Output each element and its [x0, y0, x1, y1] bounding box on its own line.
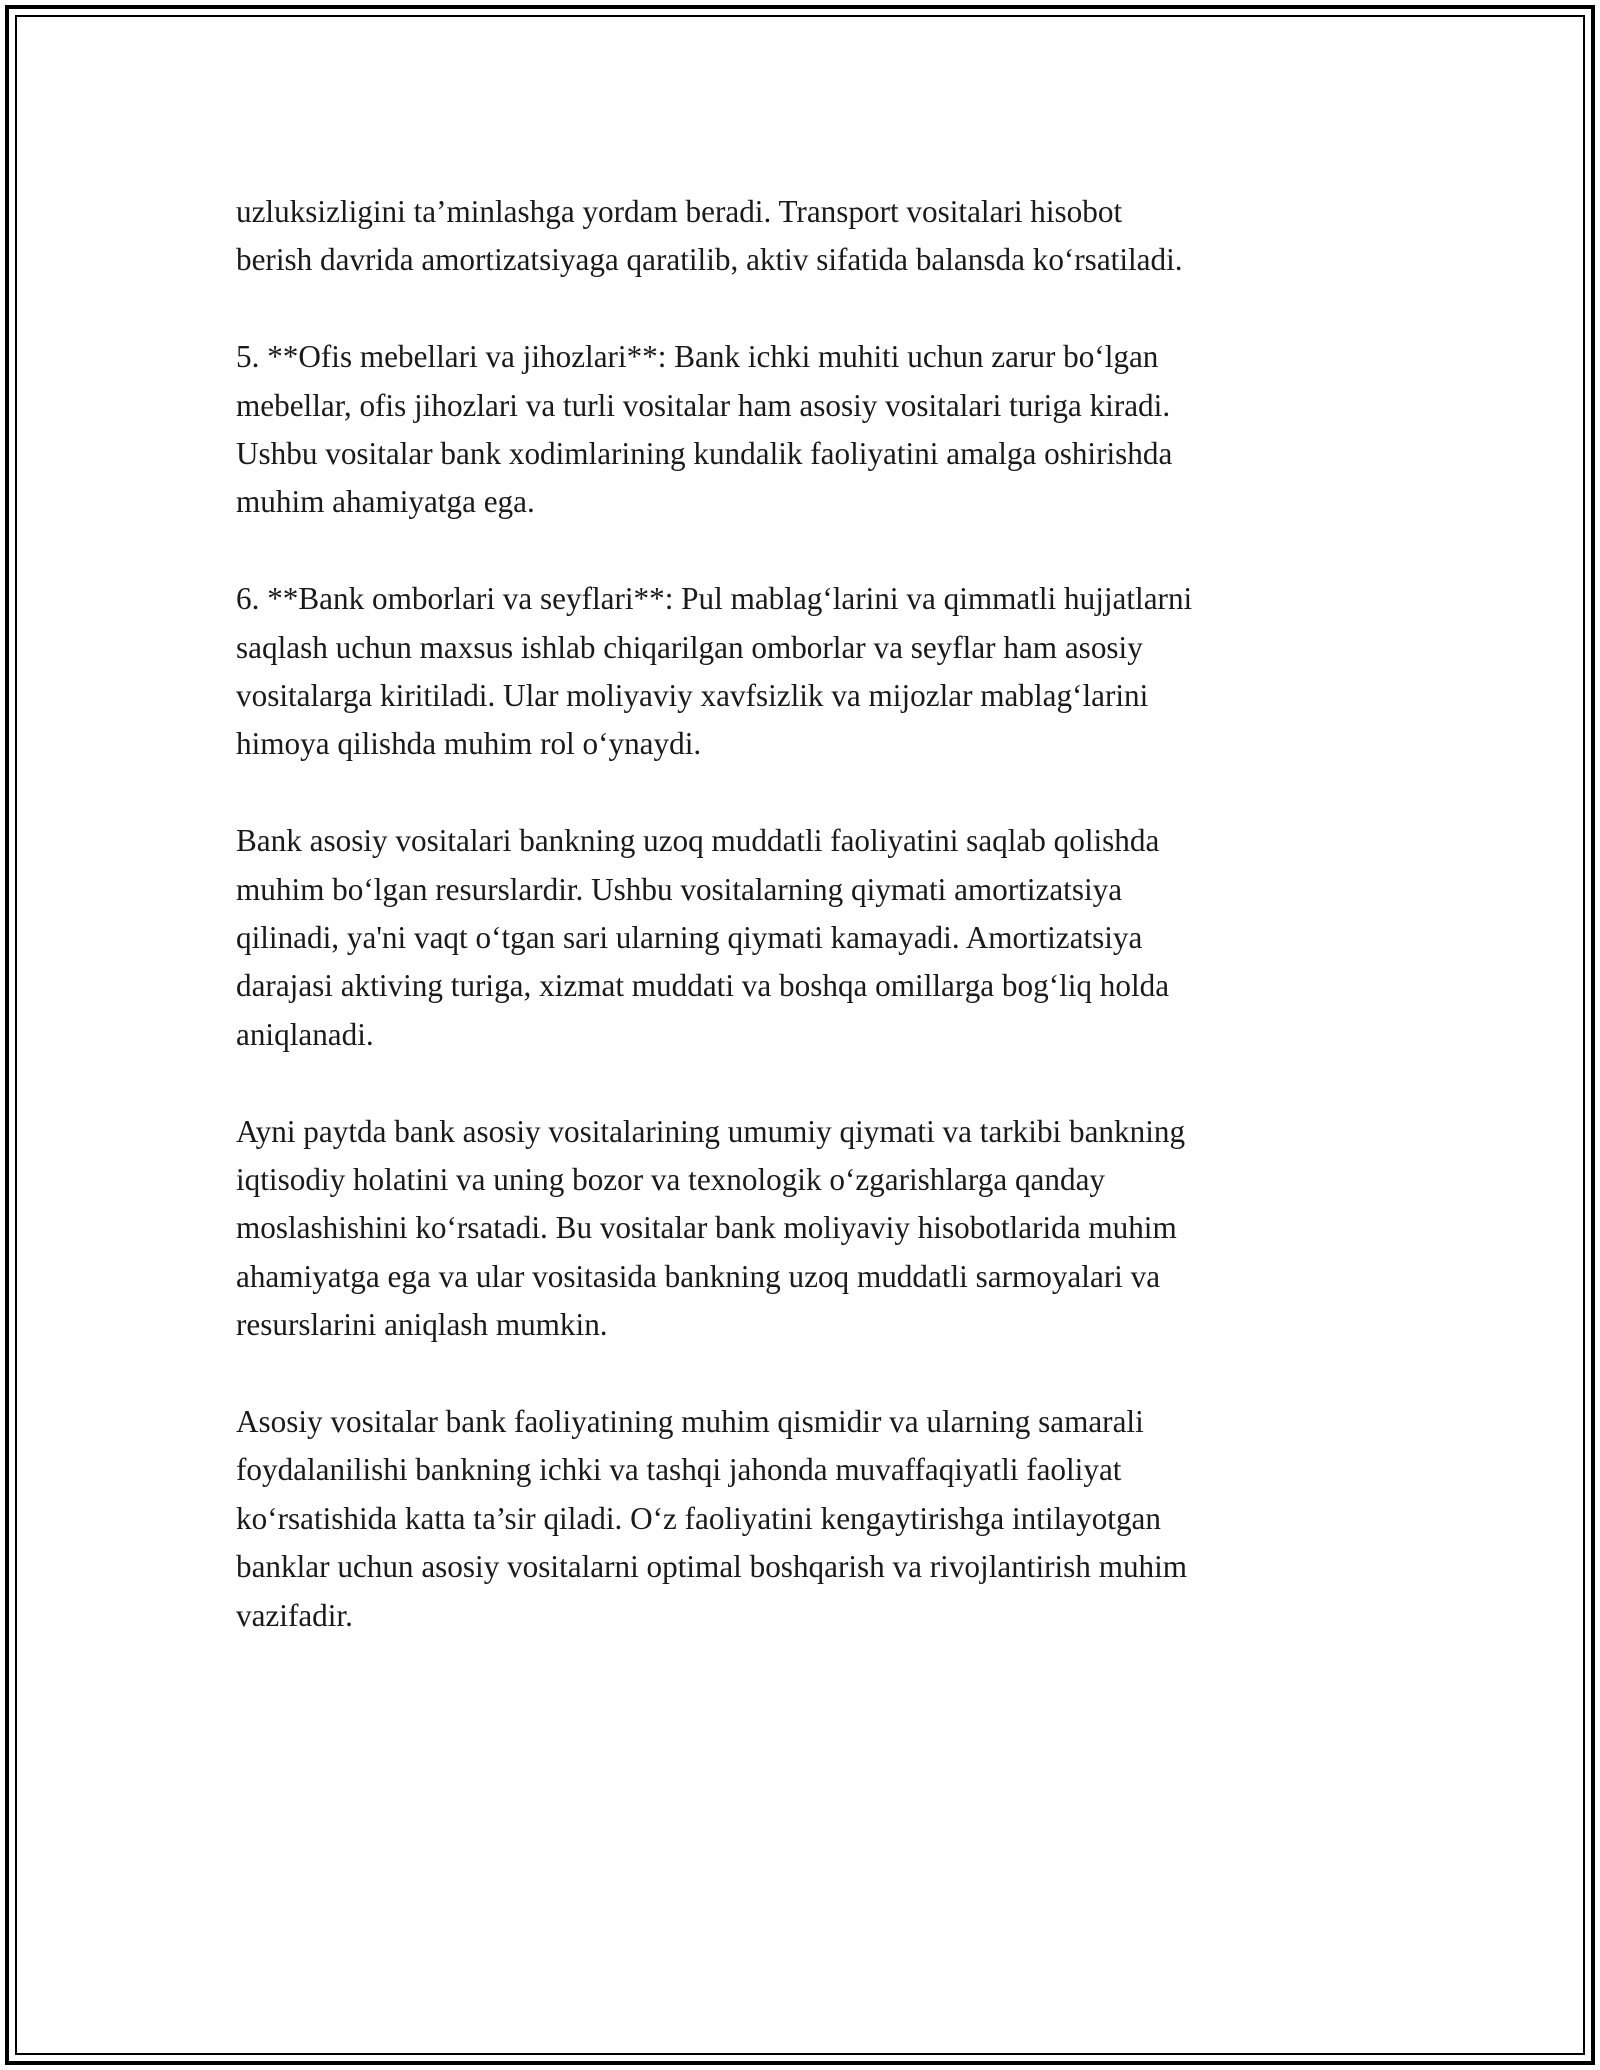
paragraph-depreciation: Bank asosiy vositalari bankning uzoq muddatli faoliyatini saqlab qolishda muhim bo‘lgan resurslardir. Ushbu vositalarning qiymati amortizatsiya qilinadi, ya'ni vaqt o‘tgan sari ularning qiymati kamayadi. Amortizatsiya darajasi aktiving turiga, xizmat muddati va boshqa omillarga bog‘liq holda aniqlanadi.: [236, 823, 1170, 1052]
paragraph-total-value: Ayni paytda bank asosiy vositalarining umumiy qiymati va tarkibi bankning iqtisodiy holatini va uning bozor va texnologik o‘zgarishlarga qanday moslashishini ko‘rsatadi. Bu vositalar bank moliyaviy hisobotlarida muhim ahamiyatga ega va ular vositasida bankning uzoq muddatli sarmoyalari va resurslarini aniqlash mumkin.: [236, 1113, 1186, 1343]
paragraph-conclusion: Asosiy vositalar bank faoliyatining muhim qismidir va ularning samarali foydalanilishi bankning ichki va tashqi jahonda muvaffaqiyatli faoliyat ko‘rsatishida katta ta’sir qiladi. O‘z faoliyatini kengaytirishga intilayotgan banklar uchun asosiy vositalarni optimal boshqarish va rivojlantirish muhim vazifadir.: [236, 1404, 1188, 1633]
document-body: [236, 188, 1364, 1689]
paragraph-transport-continuation: uzluksizligini ta’minlashga yordam beradi. Transport vositalari hisobot berish davrida amortizatsiyaga qaratilib, aktiv sifatida balansda ko‘rsatiladi.: [236, 194, 1183, 278]
paragraph-vaults-safes: 6. **Bank omborlari va seyflari**: Pul mablag‘larini va qimmatli hujjatlarni saqlash uchun maxsus ishlab chiqarilgan omborlar va seyflar ham asosiy vositalarga kiritiladi. Ular moliyaviy xavfsizlik va mijozlar mablag‘larini himoya qilishda muhim rol o‘ynaydi.: [236, 581, 1193, 762]
paragraph-office-furniture: 5. **Ofis mebellari va jihozlari**: Bank ichki muhiti uchun zarur bo‘lgan mebellar, ofis jihozlari va turli vositalar ham asosiy vositalari turiga kiradi. Ushbu vositalar bank xodimlarining kundalik faoliyatini amalga oshirishda muhim ahamiyatga ega.: [236, 339, 1173, 520]
